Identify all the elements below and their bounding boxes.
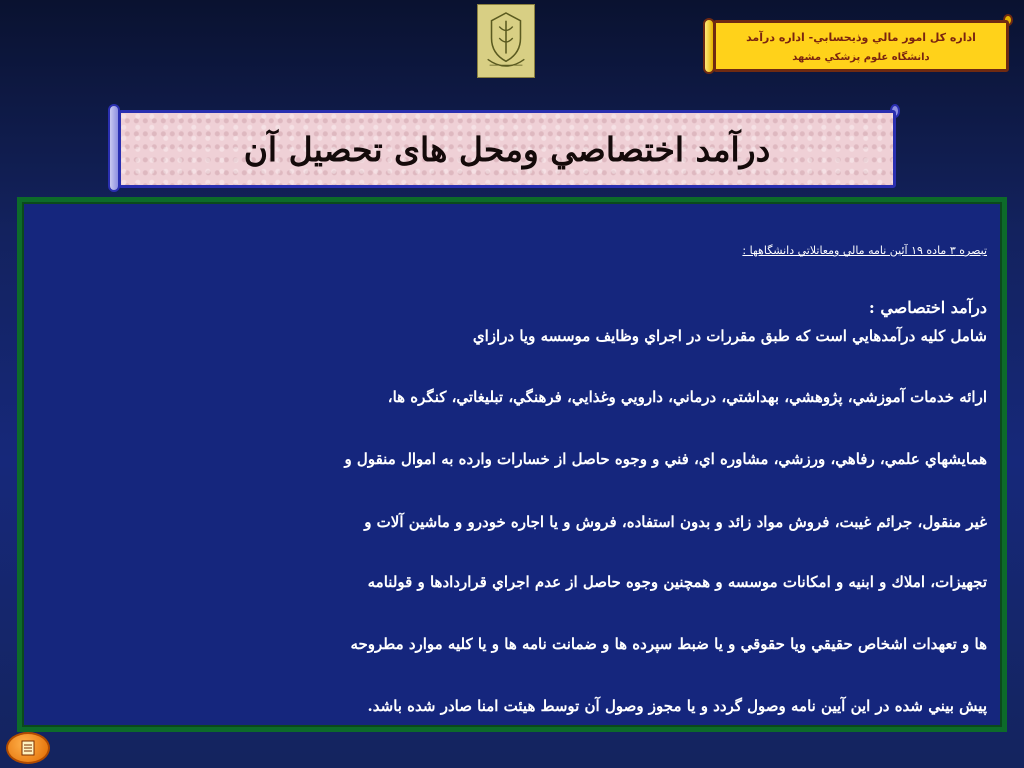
definition-title: درآمد اختصاصي :: [868, 298, 987, 317]
definition-line: ها و تعهدات اشخاص حقيقي ويا حقوقي و يا ضبط سپرده ها و ضمانت نامه ها و يا كليه موارد مطروحه: [350, 635, 987, 653]
university-seal-icon: [477, 4, 535, 78]
content-panel: [17, 197, 1007, 732]
definition-line: پيش بيني شده در اين آيين نامه وصول گردد و يا مجوز وصول آن توسط هيئت امنا صادر شده باشد.: [367, 697, 987, 715]
university-name: دانشگاه علوم پزشكي مشهد: [792, 52, 930, 63]
organization-box: [713, 20, 1009, 72]
slide-title: درآمد اختصاصي ومحل های تحصیل آن: [243, 129, 771, 169]
definition-line: غير منقول، جرائم غيبت، فروش مواد زائد و بدون استفاده، فروش و يا اجاره خودرو و ماشين آلات و: [364, 513, 987, 531]
reference-note: تبصره ٣ ماده ١٩ آئين نامه مالي ومعاتلاتي دانشگاهها :: [742, 244, 987, 257]
definition-line: تجهيزات، املاك و ابنيه و امكانات موسسه و همچنين وجوه حاصل از عدم اجراي قراردادها و قولنامه: [367, 573, 987, 591]
slide-menu-button[interactable]: [6, 732, 50, 764]
definition-line: ارائه خدمات آموزشي، پژوهشي، بهداشتي، درماني، دارويي وغذايي، فرهنگي، تبليغاتي، كنگره ها،: [387, 388, 987, 406]
menu-list-icon: [19, 739, 37, 757]
organization-name: اداره كل امور مالي وذيحسابي- اداره درآمد: [746, 31, 976, 44]
definition-line: همايشهاي علمي، رفاهي، ورزشي، مشاوره اي، فني و وجوه حاصل از خسارات وارده به اموال منقول و: [344, 450, 987, 468]
definition-line: شامل كليه درآمدهايي است كه طبق مقررات در اجراي وظايف موسسه ويا درازاي: [472, 327, 987, 345]
organization-banner: [703, 18, 1013, 74]
title-box: [118, 110, 896, 188]
title-banner: [108, 104, 900, 192]
